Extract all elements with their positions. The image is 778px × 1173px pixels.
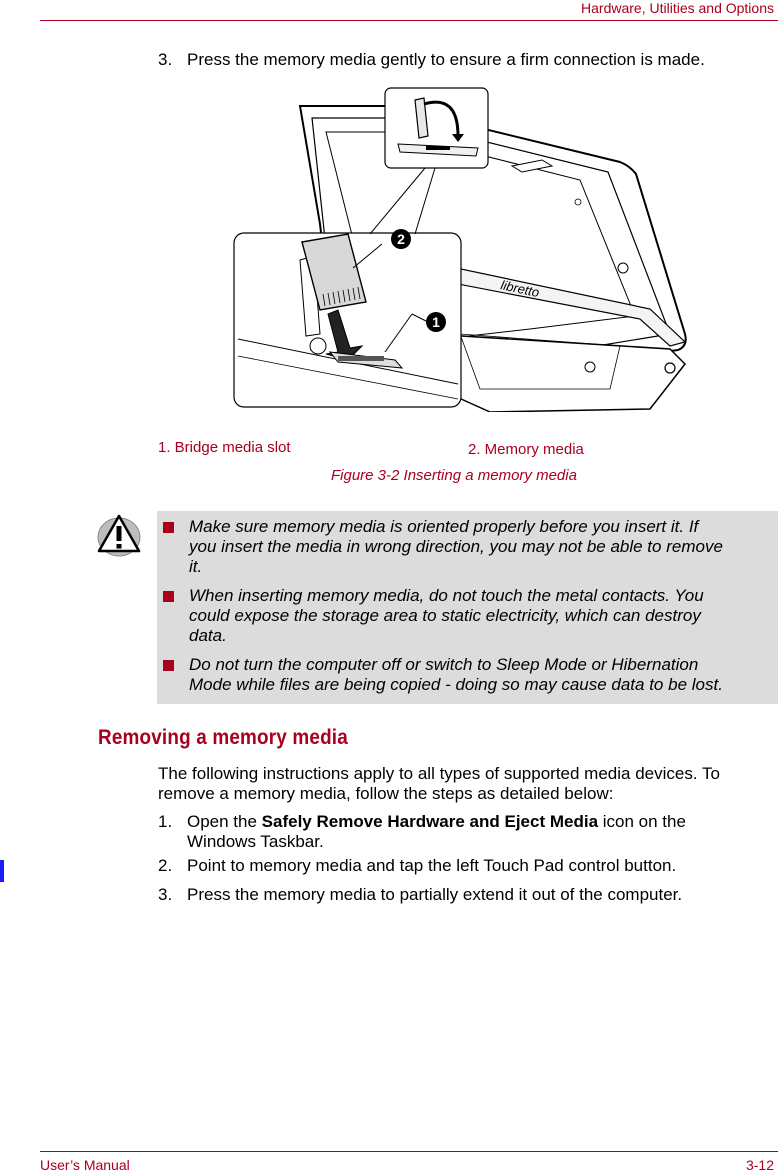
page-number: 3-12	[745, 1157, 774, 1173]
callout-2: 2	[397, 231, 405, 247]
header-rule	[40, 20, 778, 21]
running-header: Hardware, Utilities and Options	[581, 0, 774, 16]
bullet-square	[163, 591, 174, 602]
step-remove-1	[158, 812, 758, 852]
figure-label-1: 1. Bridge media slot	[158, 439, 291, 456]
step-text-line2: Windows Taskbar.	[187, 832, 324, 851]
change-bar	[0, 860, 4, 882]
step-text-pre: Open the	[187, 812, 262, 831]
caution-line: Make sure memory media is oriented properly before you insert it. If	[189, 517, 699, 536]
caution-line: could expose the storage area to static electricity, which can destroy	[189, 606, 701, 625]
step-text: Press the memory media gently to ensure a firm connection is made.	[187, 50, 705, 69]
intro-paragraph	[158, 764, 776, 804]
callout-1: 1	[432, 314, 440, 330]
footer-manual-title: User’s Manual	[40, 1157, 130, 1173]
icon-name-bold: Safely Remove Hardware and Eject Media	[261, 812, 599, 831]
step-text	[187, 812, 686, 832]
caution-line: you insert the media in wrong direction, you may not be able to remove	[189, 537, 723, 556]
brand-text: libretto	[499, 277, 541, 301]
intro-line: The following instructions apply to all types of supported media devices. To	[158, 764, 720, 783]
figure-caption: Figure 3-2 Inserting a memory media	[331, 467, 577, 484]
caution-line: data.	[189, 626, 227, 645]
step-number: 3.	[158, 885, 173, 904]
step-text: Point to memory media and tap the left Touch Pad control button.	[187, 856, 677, 875]
caution-line: Do not turn the computer off or switch to Sleep Mode or Hibernation	[189, 655, 699, 674]
step-number: 3.	[158, 50, 173, 69]
step-text-post: icon on the	[598, 812, 686, 831]
memory-media-figure	[230, 84, 778, 412]
caution-line: Mode while files are being copied - doing so may cause data to be lost.	[189, 675, 723, 694]
figure-label-2: 2. Memory media	[468, 441, 584, 458]
step-number: 2.	[158, 856, 173, 875]
bullet-square	[163, 660, 174, 671]
section-heading: Removing a memory media	[98, 726, 348, 749]
step-text: Press the memory media to partially extend it out of the computer.	[187, 885, 683, 904]
bullet-square	[163, 522, 174, 533]
caution-line: it.	[189, 557, 203, 576]
step-number: 1.	[158, 812, 173, 831]
warning-icon	[96, 511, 142, 557]
caution-line: When inserting memory media, do not touch the metal contacts. You	[189, 586, 704, 605]
laptop-illustration	[230, 84, 778, 412]
intro-line: remove a memory media, follow the steps as detailed below:	[158, 784, 614, 803]
footer-rule	[40, 1151, 778, 1152]
